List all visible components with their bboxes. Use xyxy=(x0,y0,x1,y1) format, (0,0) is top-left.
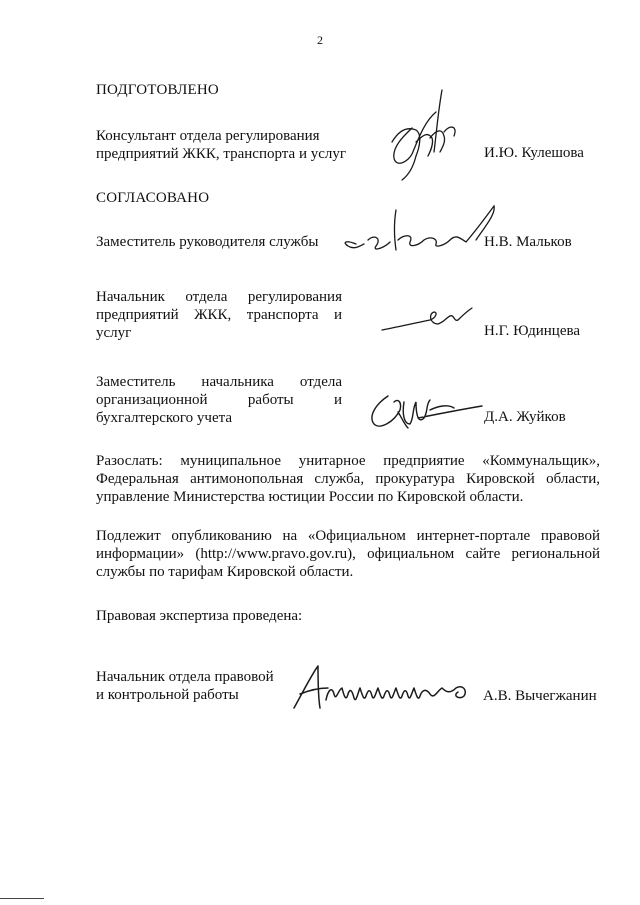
signatory-3-name: Н.Г. Юдинцева xyxy=(484,323,581,339)
signature-4 xyxy=(358,388,488,438)
page-number: 2 xyxy=(317,33,323,47)
legal-review-text: Правовая экспертиза проведена: xyxy=(96,608,303,624)
signatory-2-position: Заместитель руководителя службы xyxy=(96,234,319,250)
final-signatory-name: А.В. Вычегжанин xyxy=(483,688,597,704)
distribution-paragraph: Разослать: муниципальное унитарное предприятие «Коммунальщик», Федеральная антимонопольная служба, прокуратура Кировской области, управление Министерства юстиции России по Кировской области. xyxy=(96,453,600,505)
signatory-4-position-line-1: Заместитель начальника отдела xyxy=(96,374,342,390)
footer-rule xyxy=(0,898,44,899)
final-signatory-position xyxy=(96,668,316,704)
prepared-heading: ПОДГОТОВЛЕНО xyxy=(96,82,219,98)
signature-2 xyxy=(338,200,498,270)
signatory-1-position: Консультант отдела регулирования предприятий ЖКК, транспорта и услуг xyxy=(96,128,347,162)
signature-1 xyxy=(372,82,472,187)
signatory-3-position-line-3: услуг xyxy=(96,325,132,341)
signatory-4-position-line-3: бухгалтерского учета xyxy=(96,410,233,426)
signatory-4-position-line-2: организационной работы и xyxy=(96,392,342,408)
agreed-heading: СОГЛАСОВАНО xyxy=(96,190,210,206)
final-signatory-position-line-1: Начальник отдела правовой xyxy=(96,669,274,685)
signatory-1-name: И.Ю. Кулешова xyxy=(484,145,584,161)
publication-paragraph: Подлежит опубликованию на «Официальном интернет-портале правовой информации» (http://www.pravo.gov.ru), официальном сайте региональной службы по тарифам Кировской области. xyxy=(96,528,600,580)
signatory-3-position-line-1: Начальник отдела регулирования xyxy=(96,289,342,305)
signatory-4-position xyxy=(96,373,342,427)
signatory-3-position xyxy=(96,288,342,342)
signature-final xyxy=(288,660,478,716)
signatory-3-position-line-2: предприятий ЖКК, транспорта и xyxy=(96,307,342,323)
signatory-4-name: Д.А. Жуйков xyxy=(484,409,566,425)
final-signatory-position-line-2: и контрольной работы xyxy=(96,687,239,703)
signatory-2-name: Н.В. Мальков xyxy=(484,234,572,250)
signature-3 xyxy=(380,300,480,340)
